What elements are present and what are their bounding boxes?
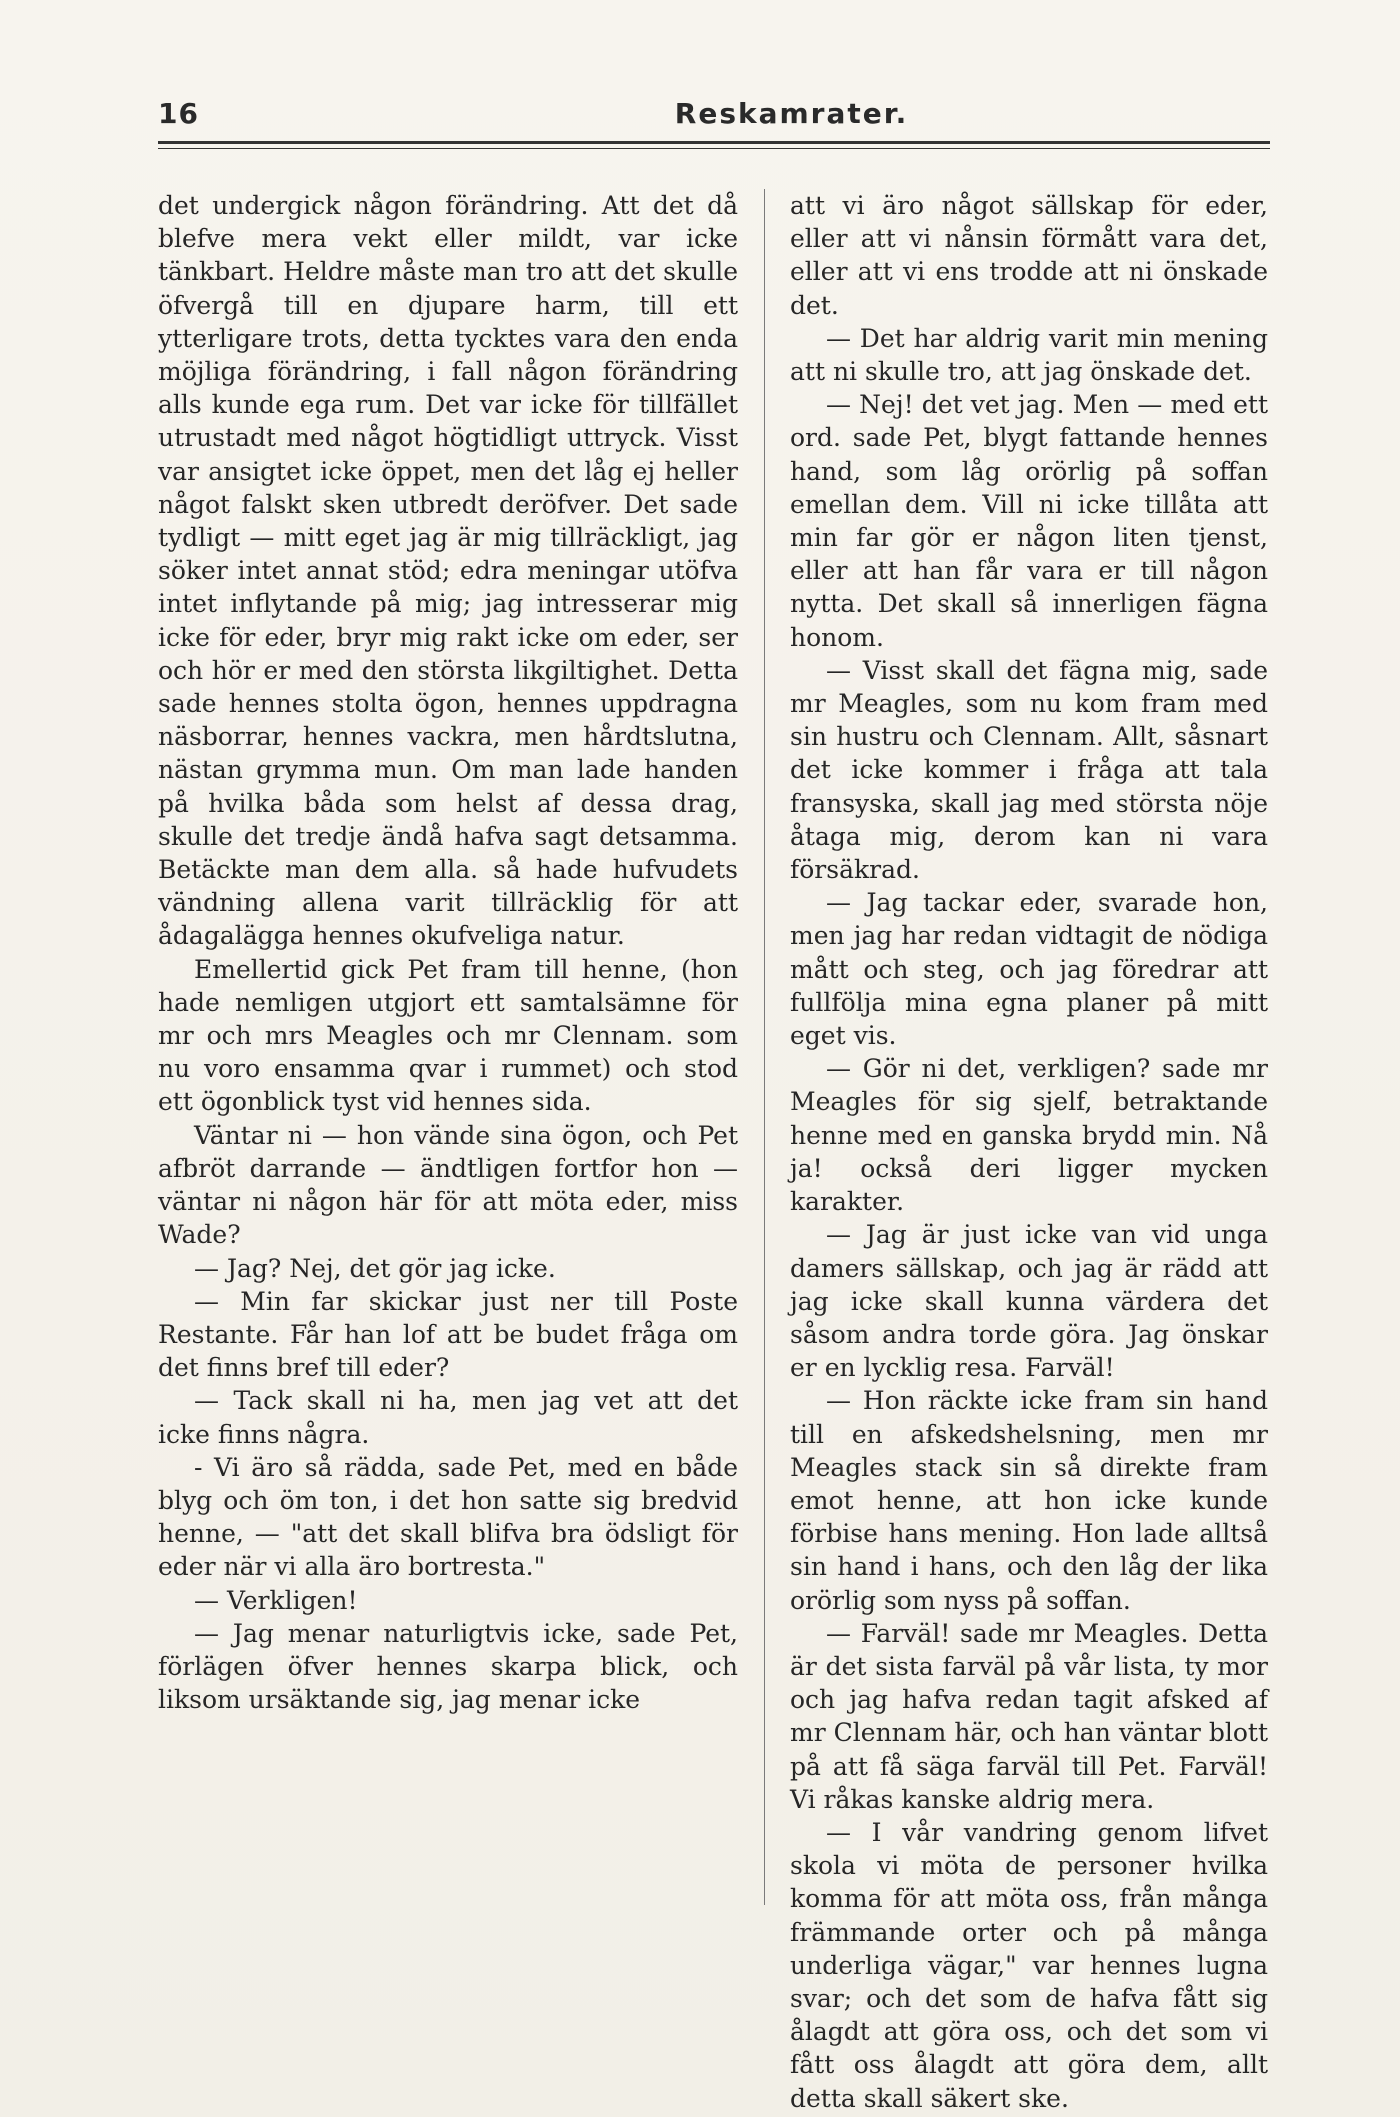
paragraph: — Verkligen! bbox=[194, 1585, 358, 1615]
paragraph: — Jag är just icke van vid unga damers sällskap, och jag är rädd att jag icke skall kunna värdera det såsom andra torde göra. Jag önskar er en lycklig resa. Farväl! bbox=[790, 1220, 1268, 1383]
paragraph: — Tack skall ni ha, men jag vet att det icke finns några. bbox=[158, 1386, 738, 1449]
right-column bbox=[790, 189, 1268, 2115]
paragraph: — Det har aldrig varit min mening att ni skulle tro, att jag önskade det. bbox=[790, 323, 1268, 387]
paragraph: att vi äro något sällskap för eder, eller att vi nånsin förmått vara det, eller att vi ens trodde att ni önskade det. bbox=[790, 191, 1268, 320]
paragraph: — I vår vandring genom lifvet skola vi möta de personer hvilka komma för att möta oss, från många främmande orter och på många underliga vägar," var hennes lugna svar; och det som de hafva fått sig ålagdt att göra oss, och det som vi fått oss ålagdt att göra dem, allt detta skall säkert ske. bbox=[790, 1817, 1268, 2113]
page-header bbox=[158, 97, 1270, 141]
paragraph: det undergick någon förändring. Att det då blefve mera vekt eller mildt, var icke tänkbart. Heldre måste man tro att det skulle öfvergå till en djupare harm, till ett ytterligare trots, detta tycktes vara den enda möjliga förändring, i fall någon förändring alls kunde ega rum. Det var icke för tillfället utrustadt med något högtidligt uttryck. Visst var ansigtet icke öppet, men det låg ej heller något falskt sken utbredt deröfver. Det sade tydligt — mitt eget jag är mig tillräckligt, jag söker intet annat stöd; edra meningar utöfva intet inflytande på mig; jag intresserar mig icke för eder, bryr mig rakt icke om eder, ser och hör er med den största likgiltighet. Detta sade hennes stolta ögon, hennes uppdragna näsborrar, hennes vackra, men hårdtslutna, nästan grymma mun. Om man lade handen på hvilka båda som helst af dessa drag, skulle det tredje ändå hafva sagt detsamma. Betäckte man dem alla. så hade hufvudets vändning allena varit tillräcklig för att ådagalägga hennes okufveliga natur. bbox=[158, 191, 738, 951]
paragraph: Emellertid gick Pet fram till henne, (hon hade nemligen utgjort ett samtalsämne för mr och mrs Meagles och mr Clennam. som nu voro ensamma qvar i rummet) och stod ett ögonblick tyst vid hennes sida. bbox=[158, 954, 738, 1117]
column-divider bbox=[764, 189, 765, 1905]
header-rule bbox=[158, 141, 1270, 144]
paragraph: Väntar ni — hon vände sina ögon, och Pet afbröt darrande — ändtligen fortfor hon — väntar ni någon här för att möta eder, miss Wade? bbox=[158, 1120, 738, 1250]
paragraph: — Min far skickar just ner till Poste Restante. Får han lof att be budet fråga om det finns bref till eder? bbox=[158, 1286, 738, 1383]
paragraph: — Visst skall det fägna mig, sade mr Meagles, som nu kom fram med sin hustru och Clennam. Allt, såsnart det icke kommer i fråga att tala fransyska, skall jag med största nöje åtaga mig, derom kan ni vara försäkrad. bbox=[790, 655, 1268, 885]
paragraph: — Jag? Nej, det gör jag icke. bbox=[194, 1253, 556, 1283]
page-number: 16 bbox=[158, 97, 199, 130]
paragraph: — Jag menar naturligtvis icke, sade Pet, förlägen öfver hennes skarpa blick, och liksom ursäktande sig, jag menar icke bbox=[158, 1618, 738, 1715]
paragraph: — Hon räckte icke fram sin hand till en afskedshelsning, men mr Meagles stack sin så direkte fram emot henne, att hon icke kunde förbise hans mening. Hon lade alltså sin hand i hans, och den låg der lika orörlig som nyss på soffan. bbox=[790, 1386, 1268, 1615]
paragraph: — Gör ni det, verkligen? sade mr Meagles för sig sjelf, betraktande henne med en ganska brydd min. Nå ja! också deri ligger mycken karakter. bbox=[790, 1054, 1268, 1217]
header-rule-thin bbox=[158, 148, 1270, 149]
paragraph: - Vi äro så rädda, sade Pet, med en både blyg och öm ton, i det hon satte sig bredvid henne, — "att det skall blifva bra ödsligt för eder när vi alla äro bortresta." bbox=[158, 1452, 738, 1582]
left-column bbox=[158, 189, 738, 1716]
running-title: Reskamrater. bbox=[674, 97, 909, 130]
paragraph: — Jag tackar eder, svarade hon, men jag har redan vidtagit de nödiga mått och steg, och jag föredrar att fullfölja mina egna planer på mitt eget vis. bbox=[790, 888, 1268, 1051]
paragraph: — Farväl! sade mr Meagles. Detta är det sista farväl på vår lista, ty mor och jag hafva redan tagit afsked af mr Clennam här, och han väntar blott på att få säga farväl till Pet. Farväl! Vi råkas kanske aldrig mera. bbox=[790, 1618, 1268, 1814]
paragraph: — Nej! det vet jag. Men — med ett ord. sade Pet, blygt fattande hennes hand, som låg orörlig på soffan emellan dem. Vill ni icke tillåta att min far gör er någon liten tjenst, eller att han får vara er till någon nytta. Det skall så innerligen fägna honom. bbox=[790, 390, 1268, 652]
